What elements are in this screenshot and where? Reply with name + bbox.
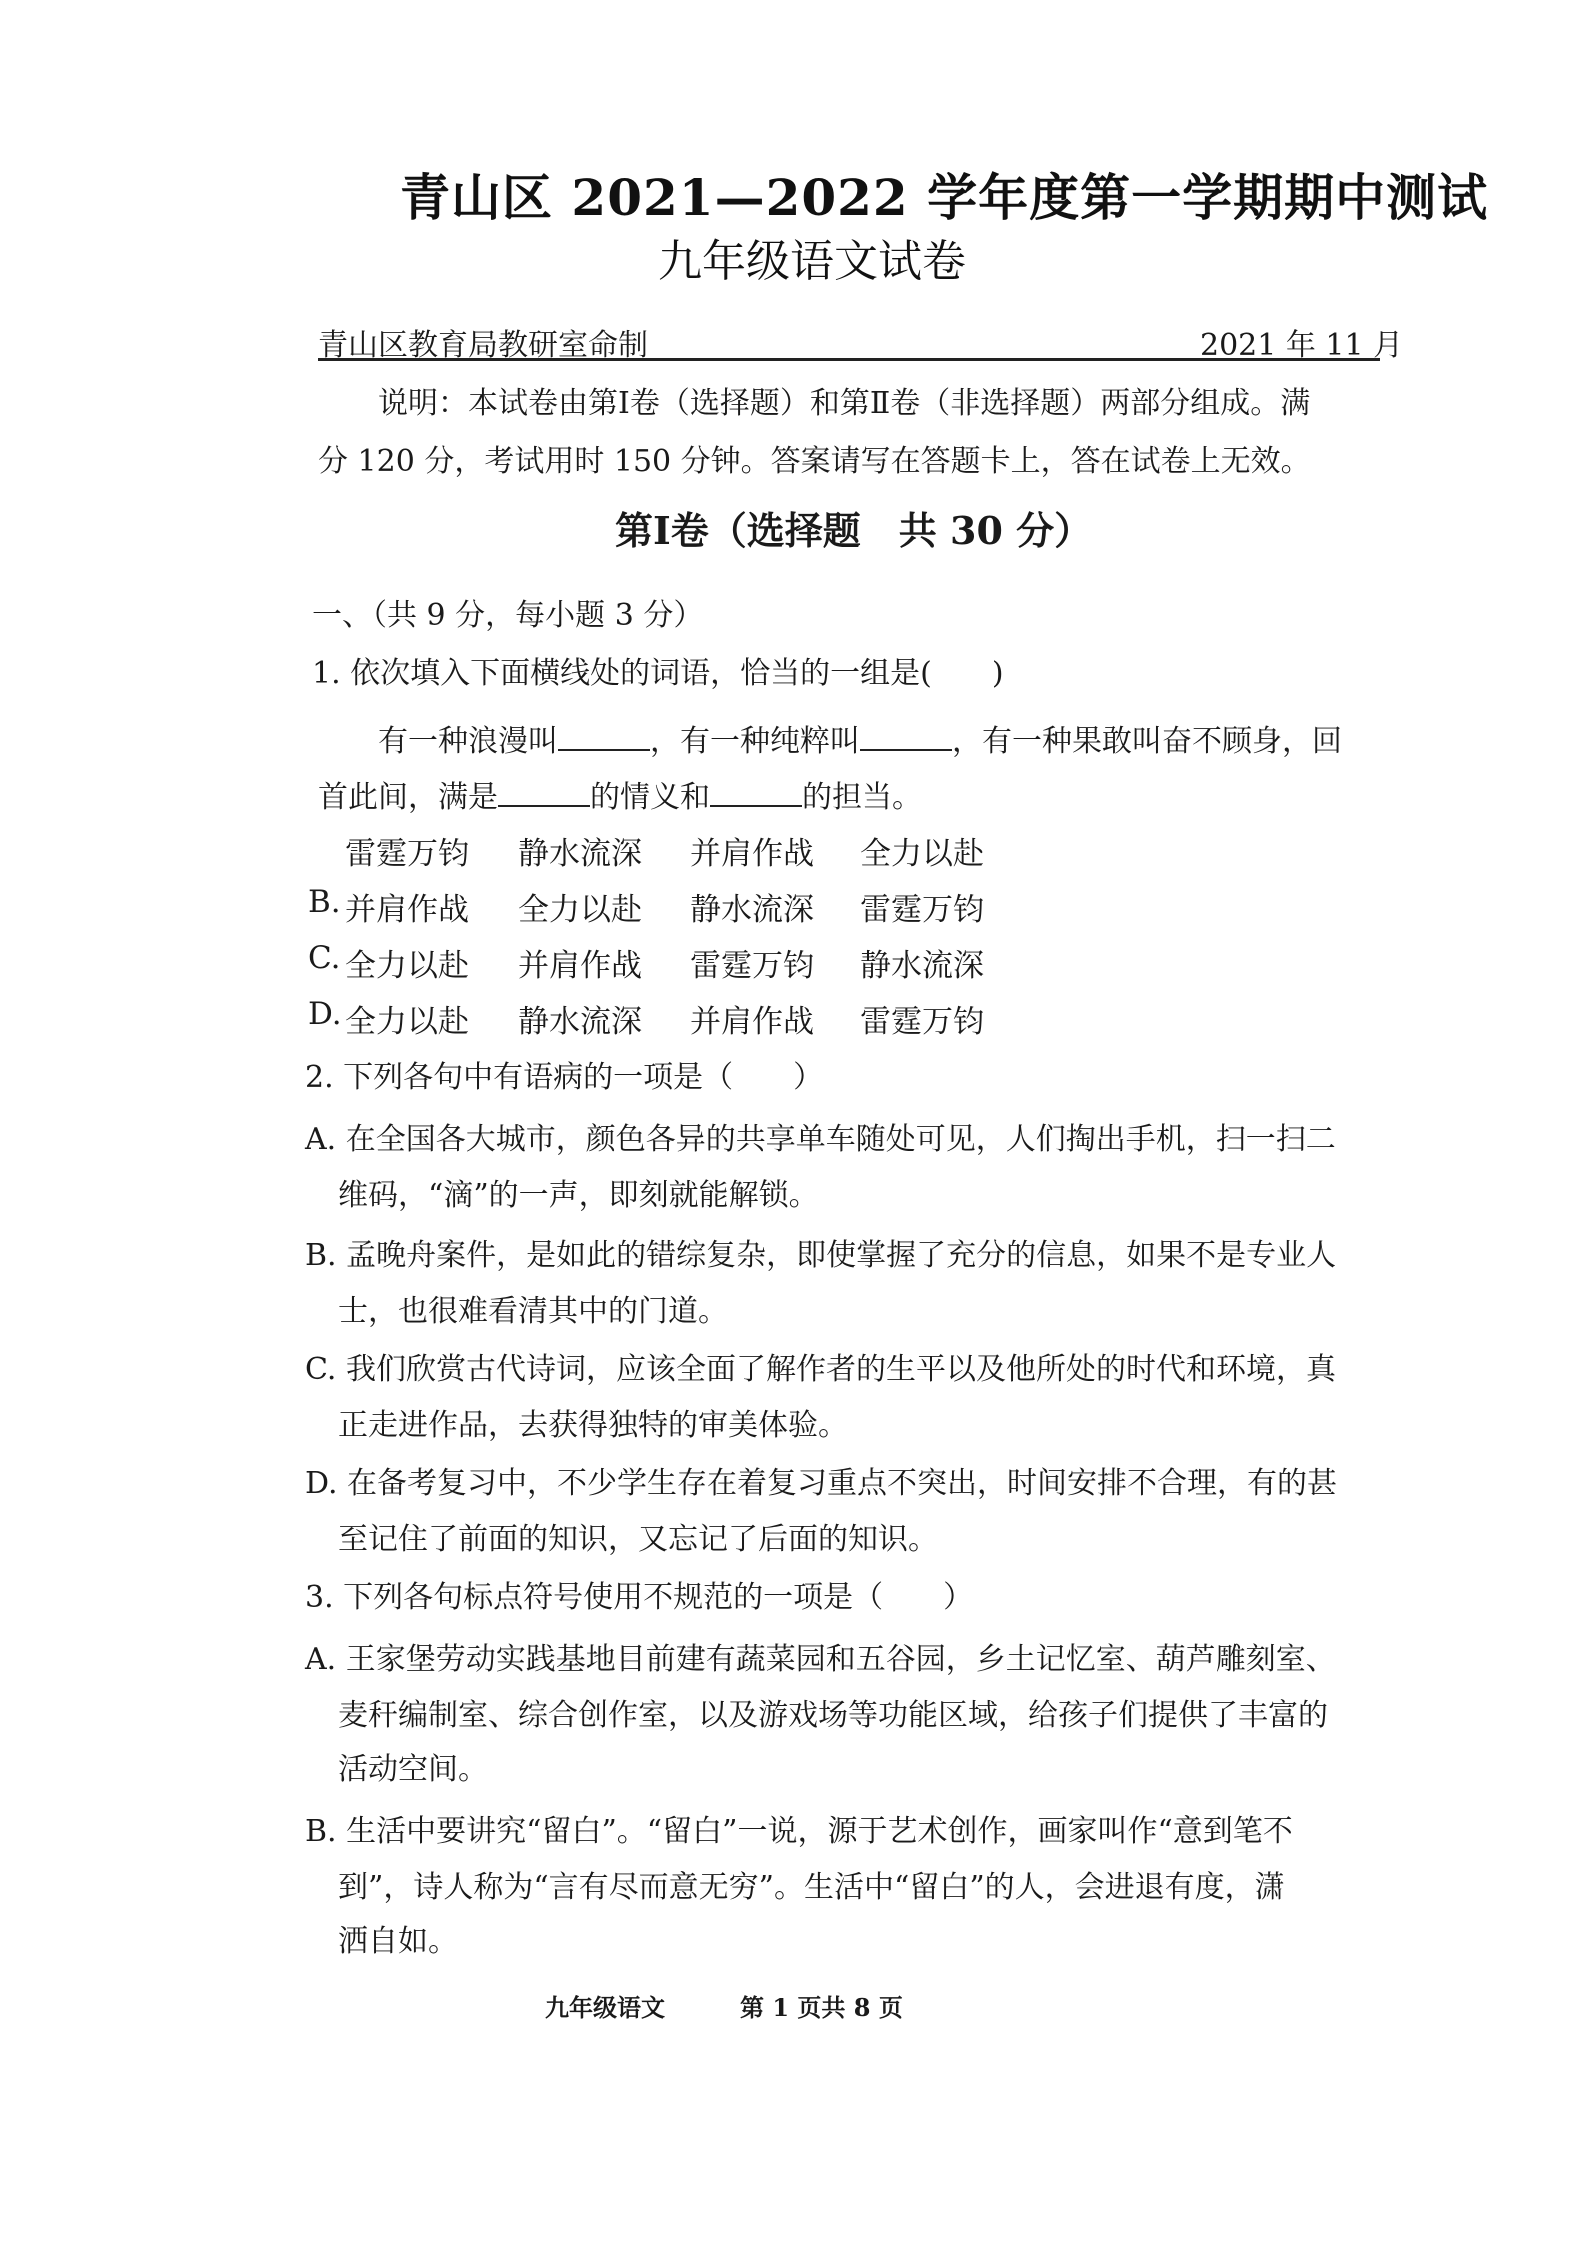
instructions-line-2: 分 120 分，考试用时 150 分钟。答案请写在答题卡上，答在试卷上无效。 [318, 444, 1311, 479]
q2-option-b-line-2: 士，也很难看清其中的门道。 [338, 1294, 728, 1329]
q2-option-c-line-2: 正走进作品，去获得独特的审美体验。 [338, 1408, 848, 1443]
option-label: C. [308, 940, 341, 976]
q3-stem: 3. 下列各句标点符号使用不规范的一项是（ ） [305, 1580, 974, 1615]
option-word: 雷霆万钧 [690, 948, 814, 984]
option-label: B. [308, 884, 341, 920]
option-word: 全力以赴 [860, 836, 984, 872]
part1-heading: 第Ⅰ卷（选择题 共 30 分） [615, 508, 1093, 553]
option-word: 雷霆万钧 [345, 836, 469, 872]
q1-passage-text: 首此间，满是 [318, 780, 498, 815]
q2-option-a-line-1: A. 在全国各大城市，颜色各异的共享单车随处可见，人们掏出手机，扫一扫二 [305, 1122, 1336, 1157]
q1-blank-1 [558, 725, 650, 751]
q2-option-a-line-2: 维码，“滴”的一声，即刻就能解锁。 [338, 1178, 819, 1213]
q3-option-b-line-1: B. 生活中要讲究“留白”。“留白”一说，源于艺术创作，画家叫作“意到笔不 [305, 1814, 1293, 1849]
option-word: 并肩作战 [518, 948, 642, 984]
option-word: 静水流深 [518, 836, 642, 872]
q1-passage-text: 的担当。 [802, 780, 922, 815]
q2-option-d-line-1: D. 在备考复习中，不少学生存在着复习重点不突出，时间安排不合理，有的甚 [305, 1466, 1338, 1501]
q3-option-b-line-3: 洒自如。 [338, 1924, 458, 1959]
option-label: D. [308, 996, 342, 1032]
q1-passage-line-1 [378, 716, 1342, 760]
option-word: 全力以赴 [345, 948, 469, 984]
exam-title: 青山区 2021—2022 学年度第一学期期中测试 [400, 168, 1489, 227]
exam-subtitle: 九年级语文试卷 [658, 236, 966, 287]
option-word: 全力以赴 [345, 1004, 469, 1040]
option-word: 并肩作战 [690, 836, 814, 872]
option-word: 静水流深 [690, 892, 814, 928]
q2-option-c-line-1: C. 我们欣赏古代诗词，应该全面了解作者的生平以及他所处的时代和环境，真 [305, 1352, 1336, 1387]
q1-passage-line-2 [318, 772, 922, 816]
q3-option-b-line-2: 到”，诗人称为“言有尽而意无穷”。生活中“留白”的人，会进退有度，潇 [338, 1870, 1285, 1905]
option-word: 全力以赴 [518, 892, 642, 928]
q3-option-a-line-1: A. 王家堡劳动实践基地目前建有蔬菜园和五谷园，乡土记忆室、葫芦雕刻室、 [305, 1642, 1336, 1677]
q2-option-b-line-1: B. 孟晚舟案件，是如此的错综复杂，即使掌握了充分的信息，如果不是专业人 [305, 1238, 1337, 1273]
option-word: 静水流深 [860, 948, 984, 984]
option-word: 并肩作战 [690, 1004, 814, 1040]
q3-option-a-line-3: 活动空间。 [338, 1752, 488, 1787]
q1-blank-4 [710, 781, 802, 807]
q2-stem: 2. 下列各句中有语病的一项是（ ） [305, 1060, 824, 1095]
option-word: 静水流深 [518, 1004, 642, 1040]
section1-title: 一、（共 9 分，每小题 3 分） [312, 598, 704, 633]
q1-passage-text: 的情义和 [590, 780, 710, 815]
header-divider [318, 358, 1380, 361]
instructions-line-1: 说明：本试卷由第Ⅰ卷（选择题）和第Ⅱ卷（非选择题）两部分组成。满 [378, 386, 1311, 421]
issuer: 青山区教育局教研室命制 [318, 328, 648, 363]
footer-page-number: 第 1 页共 8 页 [740, 1993, 903, 2022]
q1-passage-text: ，有一种果敢叫奋不顾身，回 [952, 724, 1342, 759]
exam-date: 2021 年 11 月 [1200, 328, 1404, 363]
q1-stem: 1. 依次填入下面横线处的词语，恰当的一组是( ) [312, 656, 1004, 691]
q1-blank-2 [860, 725, 952, 751]
q1-passage-text: ，有一种纯粹叫 [650, 724, 860, 759]
q1-passage-text: 有一种浪漫叫 [378, 724, 558, 759]
q3-option-a-line-2: 麦秆编制室、综合创作室，以及游戏场等功能区域，给孩子们提供了丰富的 [338, 1698, 1328, 1733]
footer-subject: 九年级语文 [545, 1993, 665, 2022]
option-word: 并肩作战 [345, 892, 469, 928]
option-word: 雷霆万钧 [860, 1004, 984, 1040]
option-word: 雷霆万钧 [860, 892, 984, 928]
q1-blank-3 [498, 781, 590, 807]
q2-option-d-line-2: 至记住了前面的知识，又忘记了后面的知识。 [338, 1522, 938, 1557]
